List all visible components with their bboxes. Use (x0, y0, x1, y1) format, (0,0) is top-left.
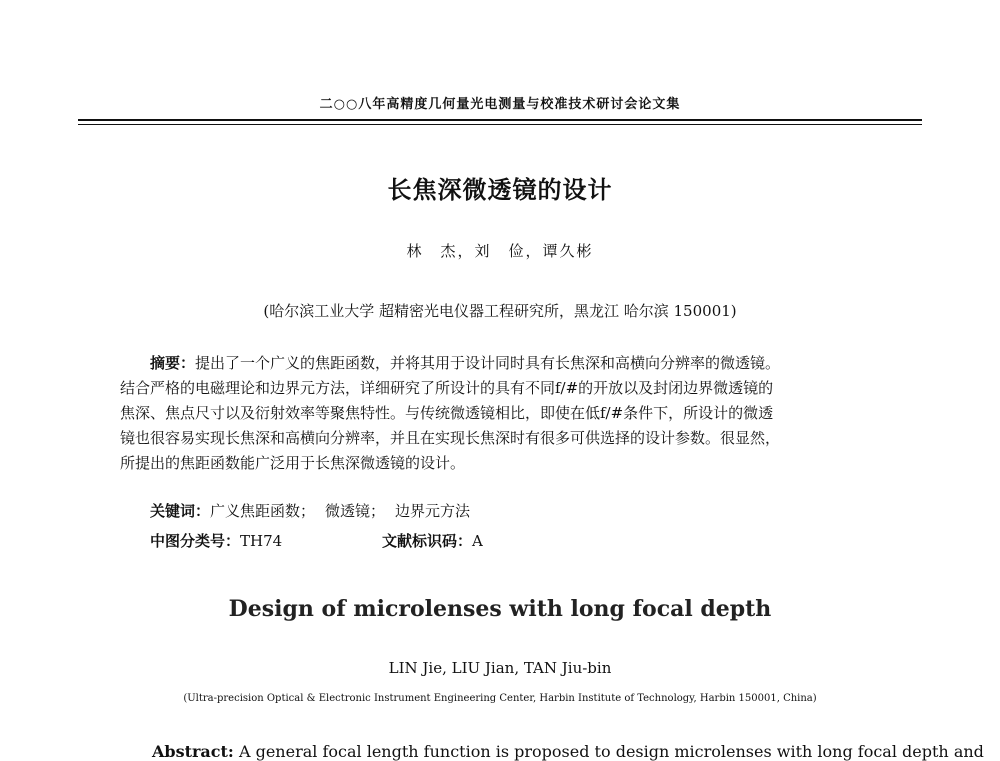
abstract-en-label: Abstract: (152, 742, 234, 761)
running-header: 二○○八年高精度几何量光电测量与校准技术研讨会论文集 (319, 97, 681, 112)
abstract-cn-line: 焦深、焦点尺寸以及衍射效率等聚焦特性。与传统微透镜相比，即使在低f/#条件下，所设计的微透 (120, 404, 774, 422)
abstract-en-text: A general focal length function is proposed to design microlenses with long focal depth and (238, 742, 984, 761)
classification-line (150, 530, 282, 551)
keyword: 广义焦距函数； (210, 502, 316, 520)
abstract-cn-text: 提出了一个广义的焦距函数，并将其用于设计同时具有长焦深和高横向分辨率的微透镜。 (195, 354, 781, 372)
abstract-cn-line: 结合严格的电磁理论和边界元方法，详细研究了所设计的具有不同f/#的开放以及封闭边界微透镜的 (120, 379, 774, 397)
classification-value: TH74 (240, 532, 283, 550)
keyword: 微透镜； (325, 502, 386, 520)
document-code-value: A (472, 532, 483, 550)
abstract-en (152, 742, 984, 761)
affiliation-cn: (哈尔滨工业大学 超精密光电仪器工程研究所，黑龙江 哈尔滨 150001) (263, 302, 737, 320)
abstract-cn (120, 351, 880, 476)
document-code-line (382, 530, 483, 551)
affiliation-en: (Ultra-precision Optical & Electronic Instrument Engineering Center, Harbin Institute of Technology, Harbin 150001, China) (183, 693, 817, 704)
authors-cn: 林 杰，刘 俭，谭久彬 (406, 242, 594, 260)
keywords-label: 关键词： (150, 502, 211, 520)
document-code-label: 文献标识码： (382, 532, 473, 550)
header-rule-thick (78, 119, 922, 121)
paper-title-cn: 长焦深微透镜的设计 (387, 175, 613, 204)
authors-en: LIN Jie, LIU Jian, TAN Jiu-bin (388, 659, 612, 677)
abstract-cn-line: 镜也很容易实现长焦深和高横向分辨率，并且在实现长焦深时有很多可供选择的设计参数。很显然， (120, 429, 781, 447)
abstract-cn-label: 摘要： (150, 354, 196, 372)
keyword: 边界元方法 (395, 502, 471, 520)
paper-title-en: Design of microlenses with long focal depth (228, 596, 772, 622)
abstract-cn-line (120, 351, 880, 376)
abstract-cn-line: 所提出的焦距函数能广泛用于长焦深微透镜的设计。 (120, 454, 466, 472)
classification-label: 中图分类号： (150, 532, 241, 550)
header-rule-thin (78, 124, 922, 125)
keywords-line (150, 500, 470, 521)
